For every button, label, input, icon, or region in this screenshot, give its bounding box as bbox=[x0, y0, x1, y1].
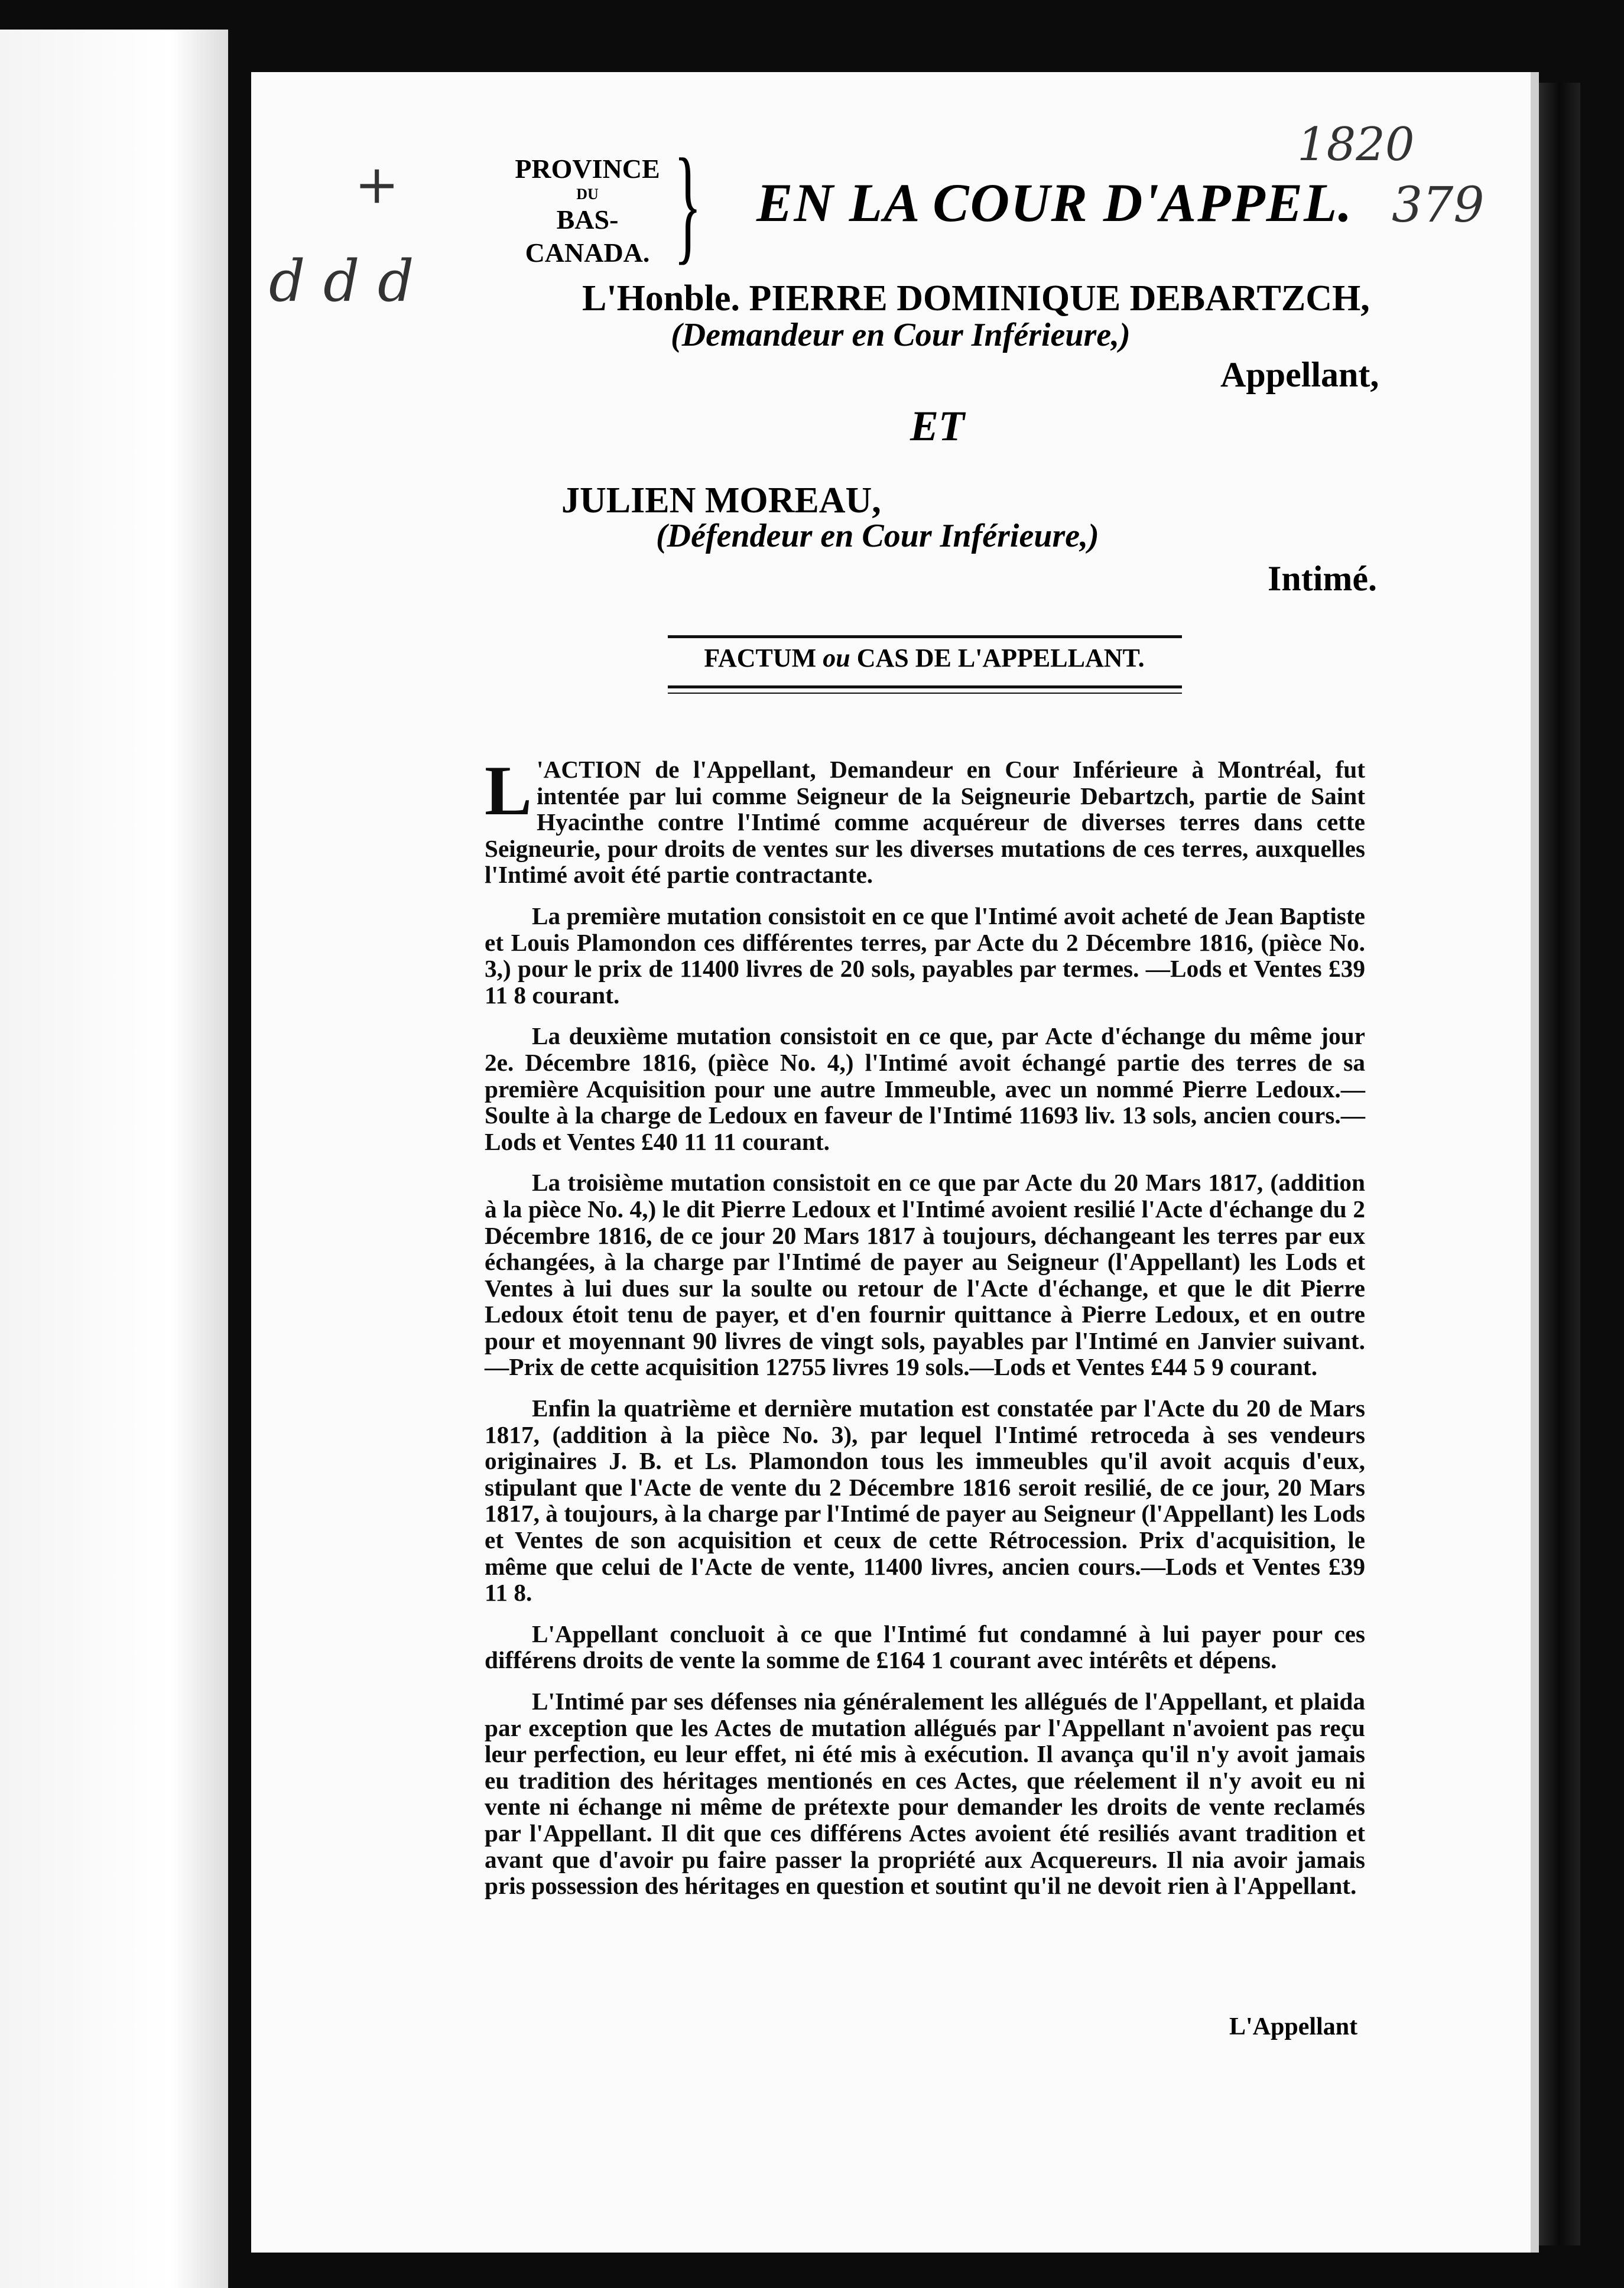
rule-bottom-thin bbox=[668, 693, 1182, 694]
province-label bbox=[495, 152, 680, 269]
paragraph-7: L'Intimé par ses défenses nia généralement les allégués de l'Appellant, et plaida par exception que les Actes de mutation allégués par l'Appellant n'avoient pas reçu leur perfection, eu leur effet, ni été mis à exécution. Il avança qu'il n'y avoit jamais eu tradition des héritages mentionés en ces Actes, que réelement il n'y avoit eu ni vente ni échange ni même de prétexte pour demander les droits de vente reclamés par l'Appellant. Il dit que ces différens Actes avoient été resiliés avant tradition et avant que d'avoir pu faire passer la propriété aux Acquereurs. Il nia avoir jamais pris possession des héritages en question et soutint qu'il ne devoit rien à l'Appellant. bbox=[485, 1688, 1365, 1900]
appellant-name: L'Honble. PIERRE DOMINIQUE DEBARTZCH, bbox=[582, 278, 1370, 318]
page-stack-shadow bbox=[1539, 83, 1580, 2245]
factum-word: FACTUM bbox=[704, 644, 817, 672]
catchword: L'Appellant bbox=[1229, 2013, 1358, 2040]
appellant-role: (Demandeur en Cour Inférieure,) bbox=[671, 317, 1131, 353]
paragraph-1-text: 'ACTION de l'Appellant, Demandeur en Cour Inférieure à Montréal, fut intentée par lui comme Seigneur de la Seigneurie Debartzch, partie de Saint Hyacinthe contre l'Intimé comme acquéreur de diverses terres dans cette Seigneurie, pour droits de ventes sur les diverses mutations de ces terres, auxquelles l'Intimé avoit été partie contractante. bbox=[485, 756, 1365, 889]
factum-case: CAS DE L'APPELLANT. bbox=[856, 644, 1145, 672]
handwritten-year: 1820 bbox=[1297, 118, 1415, 171]
paragraph-2: La première mutation consistoit en ce que l'Intimé avoit acheté de Jean Baptiste et Louis Plamondon ces différentes terres, par Acte du 2 Décembre 1816, (pièce No. 3,) pour le prix de 11400 livres de 20 sols, payables par termes. —Lods et Ventes £39 11 8 courant. bbox=[485, 902, 1365, 1009]
brace-glyph: } bbox=[674, 132, 702, 276]
rule-top bbox=[668, 635, 1182, 638]
factum-ou: ou bbox=[823, 644, 850, 672]
margin-initials: d d d bbox=[269, 248, 414, 314]
paragraph-1 bbox=[485, 751, 1365, 889]
respondent-label: Intimé. bbox=[1268, 559, 1377, 598]
paragraph-4: La troisième mutation consistoit en ce que par Acte du 20 Mars 1817, (addition à la pièce No. 4,) le dit Pierre Ledoux et l'Intimé avoient resilié l'Acte d'échange du 2 Décembre 1816, de ce jour 20 Mars 1817 à toujours, déchangeant les terres par eux échangées, à la charge par l'Intimé de payer au Seigneur (l'Appellant) les Lods et Ventes à lui dues sur la soulte ou retour de l'Acte d'échange, et que le dit Pierre Ledoux étoit tenu de payer, et d'en fournir quittance à Pierre Ledoux, et en outre pour et moyennant 90 livres de vingt sols, payables par l'Intimé en Janvier suivant.—Prix de cette acquisition 12755 livres 19 sols.—Lods et Ventes £44 5 9 courant. bbox=[485, 1169, 1365, 1381]
facing-page-edge bbox=[0, 30, 228, 2288]
handwritten-folio: 379 bbox=[1392, 177, 1485, 233]
province-du: DU bbox=[576, 186, 599, 203]
court-title: EN LA COUR D'APPEL. bbox=[756, 173, 1353, 233]
paragraph-5: Enfin la quatrième et dernière mutation est constatée par l'Acte du 20 de Mars 1817, (addition à la pièce No. 3), par lequel l'Intimé retroceda à ses vendeurs originaires J. B. et Ls. Plamondon tous les immeubles qu'il avoit acquis d'eux, stipulant que l'Acte de vente du 2 Décembre 1816 seroit resilié, de ce jour, 20 Mars 1817, à toujours, à la charge par l'Intimé de payer au Seigneur (l'Appellant) les Lods et Ventes de son acquisition et ceux de cette Rétrocession. Prix d'acquisition, le même que celui de l'Acte de vente, 11400 livres, ancien cours.—Lods et Ventes £39 11 8. bbox=[485, 1395, 1365, 1607]
province-word: PROVINCE bbox=[515, 154, 660, 184]
appellant-label: Appellant, bbox=[1220, 355, 1379, 394]
respondent-role: (Défendeur en Cour Inférieure,) bbox=[656, 518, 1099, 554]
province-bas-canada: BAS-CANADA. bbox=[525, 204, 650, 268]
rule-bottom bbox=[668, 685, 1182, 688]
drop-cap: L bbox=[485, 751, 532, 830]
paragraph-3: La deuxième mutation consistoit en ce que, par Acte d'échange du même jour 2e. Décembre 1816, (pièce No. 4,) l'Intimé avoit échangé partie des terres de sa première Acquisition pour une autre Immeuble, avec un nommé Pierre Ledoux.—Soulte à la charge de Ledoux en faveur de l'Intimé 11693 liv. 13 sols, ancien cours.—Lods et Ventes £40 11 11 courant. bbox=[485, 1022, 1365, 1155]
margin-plus-mark: + bbox=[355, 154, 399, 216]
factum-title bbox=[664, 643, 1184, 673]
respondent-name: JULIEN MOREAU, bbox=[561, 480, 881, 521]
paragraph-6: L'Appellant concluoit à ce que l'Intimé fut condamné à lui payer pour ces différens droits de vente la somme de £164 1 courant avec intérêts et dépens. bbox=[485, 1620, 1365, 1674]
body-text bbox=[485, 751, 1365, 1914]
et-separator: ET bbox=[910, 402, 965, 450]
